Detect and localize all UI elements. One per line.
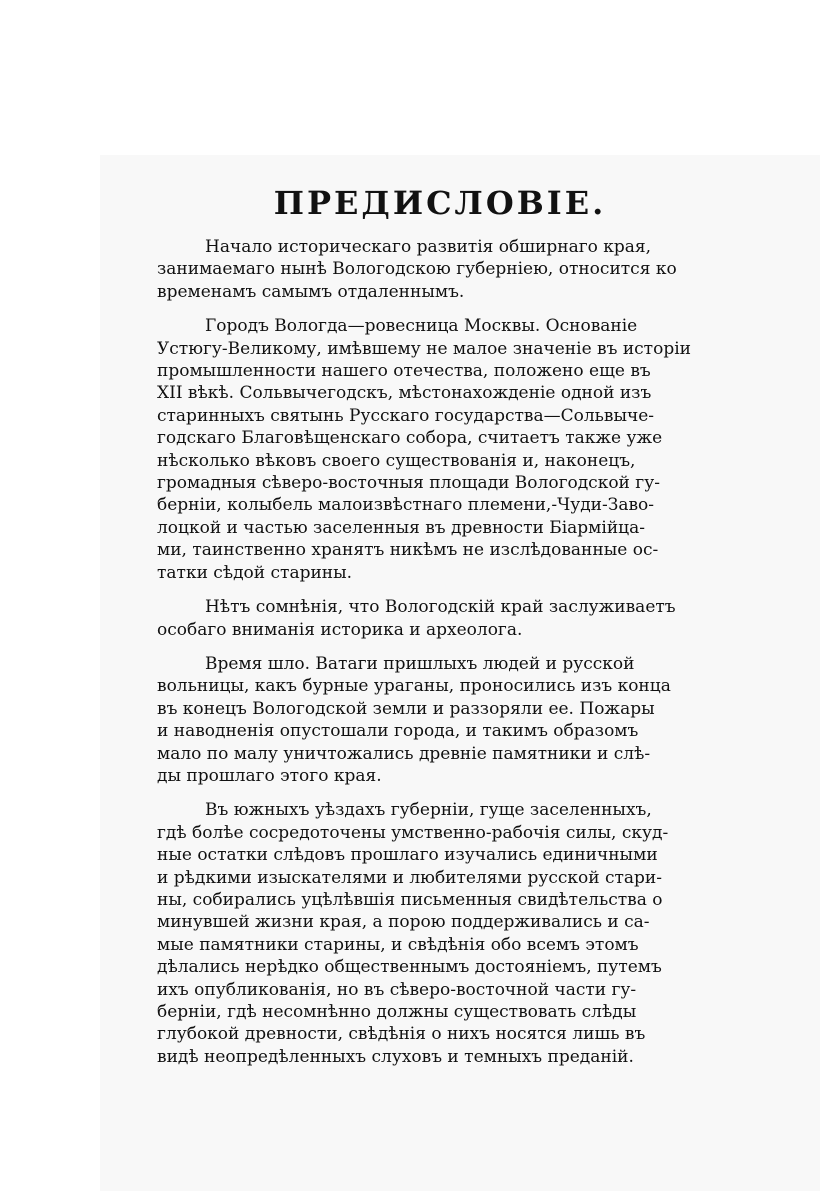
paragraph-1: [157, 236, 723, 303]
paragraph-4: [157, 653, 723, 787]
text-line: видѣ неопредѣленныхъ слуховъ и темныхъ преданій.: [157, 1046, 634, 1067]
text-line: ны, собирались уцѣлѣвшія письменныя свидѣтельства о: [157, 889, 663, 910]
text-line: старинныхъ святынь Русскаго государства—Сольвыче-: [157, 405, 655, 426]
text-line: временамъ самымъ отдаленнымъ.: [157, 281, 465, 302]
text-line: татки сѣдой старины.: [157, 562, 353, 583]
text-line: въ конецъ Вологодской земли и раззоряли ее. Пожары: [157, 698, 655, 719]
paragraph-5: [157, 799, 723, 1068]
text-line: ихъ опубликованія, но въ сѣверо-восточной части гу-: [157, 979, 637, 1000]
text-line: Нѣтъ сомнѣнія, что Вологодскій край заслуживаетъ: [205, 597, 676, 618]
text-line: Начало историческаго развитія обширнаго края,: [205, 237, 652, 257]
text-line: минувшей жизни края, а порою поддерживались и са-: [157, 912, 650, 933]
text-line: громадныя сѣверо-восточныя площади Вологодской гу-: [157, 473, 660, 494]
text-line: промышленности нашего отечества, положено еще въ: [157, 361, 651, 382]
text-line: ды прошлаго этого края.: [157, 765, 382, 786]
text-line: занимаемаго нынѣ Вологодскою губерніею, относится ко: [157, 259, 677, 280]
text-line: XII вѣкѣ. Сольвычегодскъ, мѣстонахожденіе одной изъ: [157, 383, 652, 404]
text-line: особаго вниманія историка и археолога.: [157, 619, 523, 640]
text-line: глубокой древности, свѣдѣнія о нихъ носятся лишь въ: [157, 1024, 646, 1045]
text-line: берніи, колыбель малоизвѣстнаго племени,-Чуди-Заво-: [157, 495, 655, 516]
text-line: мые памятники старины, и свѣдѣнія обо всемъ этомъ: [157, 934, 639, 955]
text-line: гдѣ болѣе сосредоточены умственно-рабочія силы, скуд-: [157, 822, 669, 843]
text-line: мало по малу уничтожались древніе памятники и слѣ-: [157, 743, 651, 764]
paragraph-3: [157, 596, 723, 641]
document-body: [157, 180, 723, 1080]
text-line: и рѣдкими изыскателями и любителями русской стари-: [157, 867, 662, 888]
text-line: Устюгу-Великому, имѣвшему не малое значеніе въ исторіи: [157, 338, 691, 359]
text-line: дѣлались нерѣдко общественнымъ достояніемъ, путемъ: [157, 957, 662, 978]
text-line: Время шло. Ватаги пришлыхъ людей и русской: [205, 653, 635, 674]
text-line: лоцкой и частью заселенныя въ древности Біармійца-: [157, 517, 645, 538]
text-line: Въ южныхъ уѣздахъ губерніи, гуще заселенныхъ,: [205, 800, 652, 821]
text-line: Городъ Вологда—ровесница Москвы. Основаніе: [205, 316, 638, 337]
page-title: ПРЕДИСЛОВІЕ.: [273, 184, 607, 222]
text-line: ные остатки слѣдовъ прошлаго изучались единичными: [157, 845, 658, 866]
text-line: нѣсколько вѣковъ своего существованія и, наконецъ,: [157, 450, 636, 471]
text-line: ми, таинственно хранятъ никѣмъ не изслѣдованные ос-: [157, 540, 659, 561]
paragraph-2: [157, 315, 723, 584]
text-line: берніи, гдѣ несомнѣнно должны существовать слѣды: [157, 1002, 637, 1022]
text-line: годскаго Благовѣщенскаго собора, считаетъ также уже: [157, 428, 663, 449]
text-line: вольницы, какъ бурные ураганы, проносились изъ конца: [157, 676, 671, 697]
text-line: и наводненія опустошали города, и такимъ образомъ: [157, 721, 639, 742]
